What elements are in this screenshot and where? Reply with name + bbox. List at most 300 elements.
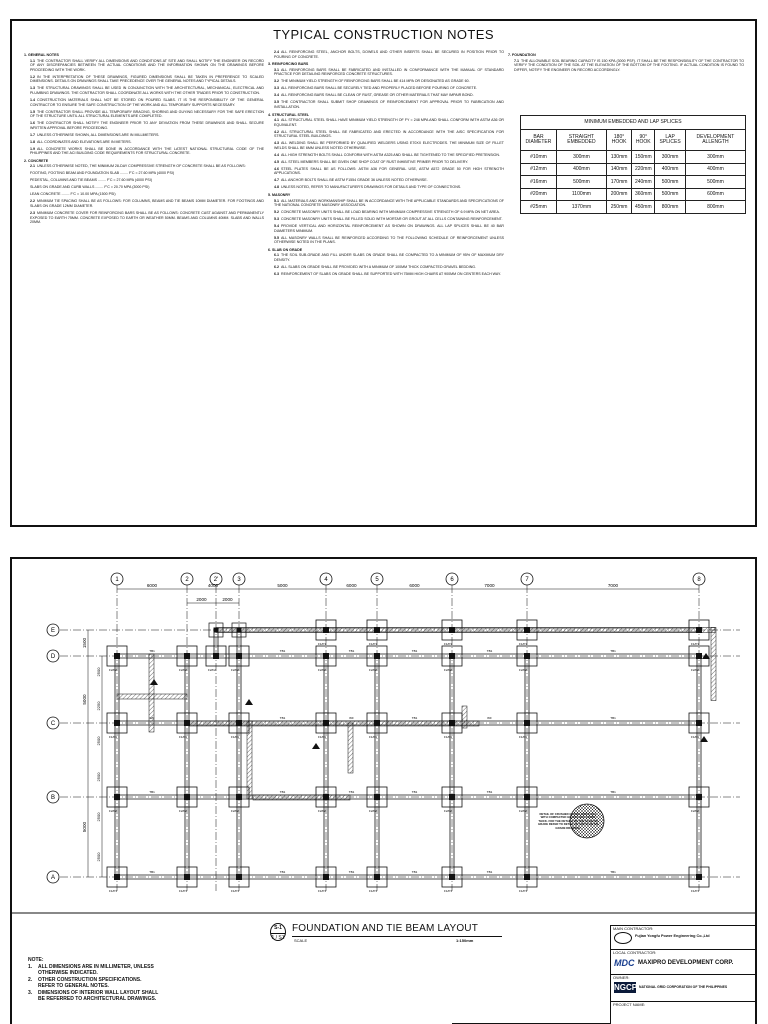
notes-item-text: IN THE INTERPRETATION OF THESE DRAWINGS, FIGURED DIMENSIONS SHALL BE TAKEN IN PREFERENCE TO SCALED DIMENSIONS. DETAILS ON DRAWINGS SHALL TAKE PRECEDENCE OVER THE GENERAL NOTES AND TYPICAL DETAILS.: [30, 74, 264, 84]
plan-note-text: DIMENSIONS OF INTERIOR WALL LAYOUT SHALL BE REFERRED TO ARCHITECTURAL DRAWINGS.: [38, 989, 159, 1002]
lap-table-cell: 300mm: [655, 151, 685, 164]
plan-notes: [28, 957, 268, 1002]
footing-label: F1/P1: [444, 889, 453, 893]
notes-item-number: 2.1: [30, 164, 35, 169]
footing-label: F1/P1: [318, 735, 327, 739]
grid-bubble-row-label: E: [50, 628, 56, 635]
left-sub-dimension-label: 2500: [96, 852, 101, 862]
lap-table-cell: 220mm: [632, 163, 655, 176]
tie-beam-label: WF: [349, 716, 354, 720]
tie-beam-label: TB1: [279, 716, 286, 720]
pedestal-column: [374, 720, 380, 726]
notes-item-text: STEEL PLATES SHALL BE AS FOLLOWS: ASTM A36 FOR GENERAL USE, ASTM A572 GRADE 50 FOR HIGH STRENGTH APPLICATIONS.: [274, 166, 504, 176]
tie-beam-label: TB1: [411, 790, 418, 794]
pedestal-column: [184, 720, 190, 726]
drawing-ref-bottom: 1 / S1: [271, 935, 285, 941]
notes-item: [274, 79, 504, 84]
notes-item: [274, 167, 504, 176]
footing-label: F1/P1: [369, 735, 378, 739]
lap-table-cell: 300mm: [685, 151, 745, 164]
top-dimension-label: 4000: [207, 583, 219, 588]
owner-logo: NGCP: [614, 983, 638, 992]
lap-table-cell: 600mm: [685, 188, 745, 201]
lap-table-header: DEVELOPMENT ALLENGTH: [685, 130, 745, 151]
footing-label: F1/P1: [691, 735, 700, 739]
lap-table-cell: 130mm: [606, 151, 631, 164]
notes-item-number: 2.4: [274, 50, 279, 54]
notes-item: [274, 50, 504, 59]
footing-label: F1/P1: [444, 735, 453, 739]
footing-label: F1/P1: [444, 642, 453, 646]
top-dimension-label: 7000: [607, 583, 619, 588]
pedestal-column: [114, 794, 120, 800]
notes-item: [30, 164, 264, 169]
lap-table-cell: 240mm: [632, 176, 655, 189]
footing-label: F1/P1: [231, 889, 240, 893]
pedestal-column: [449, 794, 455, 800]
notes-item: [274, 86, 504, 91]
drawing-reference-badge: [270, 923, 286, 941]
lap-table-cell: #20mm: [521, 188, 557, 201]
pedestal-column: [449, 874, 455, 880]
footing-label: F1/P1: [519, 735, 528, 739]
lap-table-cell: 170mm: [606, 176, 631, 189]
notes-item-text: ALL SLABS ON GRADE SHALL BE PROVIDED WITH A MINIMUM OF 100MM THICK COMPACTED GRAVEL BEDDING.: [281, 265, 477, 270]
notes-item-text: CONCRETE MASONRY UNITS SHALL BE FILLED SOLID WITH MORTAR OR GROUT AT ALL CELLS CONTAINING REINFORCEMENT.: [281, 217, 503, 222]
lap-table-row: [521, 188, 746, 201]
pedestal-column: [114, 720, 120, 726]
hatched-wall-beam: [216, 628, 715, 633]
notes-item-number: 3.2: [274, 79, 279, 84]
notes-section-heading: 2. CONCRETE: [24, 158, 49, 163]
notes-item-number: 3.5: [274, 100, 279, 105]
footing-label: F1/P1: [231, 735, 240, 739]
notes-item-text: SLABS ON GRADE AND CURB WALLS ........ F'C = 20.70 MPA (3000 PSI): [30, 185, 150, 190]
notes-item-text: CONSTRUCTION MATERIALS SHALL NOT BE STORED ON POURED SLABS. IT IS THE RESPONSIBILITY OF THE GENERAL CONTRACTOR TO ENSURE THE SAFE CONSTRUCTION OF THE WORK AND ALL TEMPORARY SUPPORTS NECESSARY.: [30, 97, 264, 107]
section-cut-marker: [245, 699, 253, 705]
pedestal-column: [237, 628, 242, 633]
notes-item-number: 1.7: [30, 132, 35, 137]
lap-table-cell: 150mm: [632, 151, 655, 164]
lap-table-cell: #16mm: [521, 176, 557, 189]
notes-item-number: 3.4: [274, 93, 279, 98]
notes-item-number: 5.2: [274, 210, 279, 215]
main-contractor-label: MAIN CONTRACTOR:: [613, 926, 654, 931]
footing-label: F1/P1: [318, 889, 327, 893]
sub-dimension-label: 2000: [222, 597, 233, 602]
notes-item-number: 1.2: [30, 74, 35, 79]
pedestal-column: [236, 874, 242, 880]
notes-section-heading: 1. GENERAL NOTES: [24, 53, 59, 57]
owner-label: OWNER:: [613, 975, 630, 980]
foundation-plan-sheet: [10, 557, 757, 1024]
notes-item-text: UNLESS OTHERWISE SHOWN, ALL DIMENSIONS ARE IN MILLIMETERS.: [37, 132, 160, 137]
grid-bubble-column-label: 7: [525, 577, 529, 584]
notes-item-text: ALL ANCHOR BOLTS SHALL BE ASTM F1554 GRADE 36 UNLESS NOTED OTHERWISE.: [281, 178, 428, 183]
sub-dimension-label: 2000: [196, 597, 207, 602]
footing-label: F2/F2: [318, 809, 326, 813]
hatched-wall-beam: [348, 723, 353, 773]
notes-section-heading: 4. STRUCTURAL STEEL: [268, 112, 310, 117]
notes-item-number: 4.6: [274, 166, 279, 171]
notes-item: [30, 86, 264, 95]
footing-label: F2/F2: [369, 809, 377, 813]
notes-item: [274, 185, 504, 190]
notes-section-heading: 3. REINFORCING BARS: [268, 62, 309, 67]
footing-label: F2/F2: [179, 668, 187, 672]
notes-item-text: PEDESTAL, COLUMNS AND TIE BEAMS ........ F'C = 27.60 MPA (4000 PSI): [30, 178, 153, 183]
lap-table-header: BAR DIAMETER: [521, 130, 557, 151]
grid-bubble-column-label: 2': [213, 577, 219, 584]
notes-column-2: [268, 50, 504, 279]
lap-table-row: [521, 163, 746, 176]
section-cut-marker: [312, 743, 320, 749]
gravel-fill-detail-note: DETAIL OF CRUSHED GRAVEL/ROCK FILL WITH COMPACTED GRAVEL BED 150MM THICK. FOR THE DETAILS OF THE SLAB ON GRADE REFER TO DETAIL OF THE SLAB ON GRADE DRAWING.: [538, 812, 598, 830]
tie-beam-label: TB1: [610, 649, 616, 653]
notes-item-number: 5.1: [274, 198, 279, 203]
pedestal-column: [236, 720, 242, 726]
notes-item-text: THE ALLOWABLE SOIL BEARING CAPACITY IS 150 KPA (3000 PSF). IT SHALL BE THE RESPONSIBILITY OF THE CONTRACTOR TO VERIFY THE CONDITION OF THE SOIL AT THE ELEVATION OF THE BOTTOM OF THE FOOTING. IF ACTUAL CONDITION IS FOUND TO DIFFER, NOTIFY THE ENGINEER ON RECORD ACCORDINGLY.: [514, 58, 744, 72]
notes-item-number: 4.2: [274, 129, 279, 134]
top-dimension-label: 5000: [277, 583, 288, 588]
notes-item-number: 2.2: [30, 199, 35, 204]
grid-bubble-column-label: 3: [237, 577, 241, 584]
top-dimension-label: 7000: [484, 583, 495, 588]
notes-item-number: 6.2: [274, 265, 279, 270]
footing-label: F1/P1: [109, 889, 118, 893]
lap-table-row: [521, 151, 746, 164]
lap-table-cell: 200mm: [606, 188, 631, 201]
tie-beam-label: TB1: [348, 790, 355, 794]
notes-item: [274, 130, 504, 139]
tie-beam-label: TB1: [411, 870, 418, 874]
left-sub-dimension-label: 2500: [96, 667, 101, 677]
footing-label: F2/F2: [318, 668, 326, 672]
pedestal-column: [213, 653, 219, 659]
notes-item: [30, 147, 264, 156]
pedestal-column: [214, 628, 219, 633]
footing-label: F2/F2: [519, 809, 527, 813]
notes-item-text: ALL STRUCTURAL STEEL SHALL BE FABRICATED AND ERECTED IN ACCORDANCE WITH THE AISC SPECIFICATION FOR STRUCTURAL STEEL BUILDINGS.: [274, 129, 504, 139]
notes-item: [30, 199, 264, 208]
notes-item-number: 1.9: [30, 146, 35, 151]
lap-table-header: 180° HOOK: [606, 130, 631, 151]
notes-item: [274, 178, 504, 183]
footing-label: F2/F2: [519, 668, 527, 672]
notes-item-number: 4.7: [274, 178, 279, 183]
notes-item-text: CONCRETE MASONRY UNITS SHALL BE LOAD BEARING WITH MINIMUM COMPRESSIVE STRENGTH OF 6.9 MPA ON NET AREA.: [281, 210, 500, 215]
construction-notes-sheet: [10, 19, 757, 527]
grid-bubble-column-label: 5: [375, 577, 379, 584]
notes-item-text: REINFORCEMENT OF SLABS ON GRADE SHALL BE SUPPORTED WITH 75MM HIGH CHAIRS AT 900MM ON CENTERS EACH WAY.: [281, 272, 501, 277]
notes-item: [30, 59, 264, 73]
notes-item: [274, 68, 504, 77]
footing-label: F2/F2: [208, 668, 216, 672]
notes-item-text: MINIMUM TIE SPACING SHALL BE AS FOLLOWS: FOR COLUMNS, BEAMS AND TIE BEAMS 10MM DIAMETER. FOR FOOTINGS AND SLABS ON GRADE 12MM DIAMETER.: [30, 199, 264, 208]
notes-section-heading: 5. MASONRY: [268, 192, 291, 197]
pedestal-column: [696, 874, 702, 880]
lap-table-cell: 1100mm: [556, 188, 606, 201]
local-contractor-name: MAXIPRO DEVELOPMENT CORP.: [638, 960, 734, 966]
notes-item-number: 3.1: [274, 67, 279, 72]
grid-bubble-column-label: 2: [185, 577, 189, 584]
lap-table-cell: 250mm: [606, 201, 631, 214]
tie-beam-label: TB1: [411, 649, 418, 653]
footing-label: F1/P1: [519, 642, 528, 646]
tie-beam-label: TB1: [610, 790, 616, 794]
tie-beam-label: TB1: [279, 870, 286, 874]
pedestal-column: [524, 720, 530, 726]
footing-label: F2/F2: [444, 668, 452, 672]
notes-item: [274, 160, 504, 165]
left-sub-dimension-label: 2500: [96, 772, 101, 782]
pedestal-column: [114, 874, 120, 880]
notes-item-text: LEAN CONCRETE ........ F'C = 10.00 MPA (1500 PSI): [30, 192, 116, 197]
drawing-ref-top: S-1: [271, 924, 285, 934]
footing-label: F1/P1: [369, 642, 378, 646]
tie-beam-label: TB1: [149, 649, 155, 653]
lap-table-cell: #12mm: [521, 163, 557, 176]
scale-label: SCALE: [294, 938, 308, 943]
notes-item-text: ALL STRUCTURAL STEEL SHALL HAVE MINIMUM YIELD STRENGTH OF FY = 248 MPA AND SHALL CONFORM WITH ASTM A36 OR EQUIVALENT.: [274, 118, 504, 127]
notes-item: [30, 171, 264, 176]
scale-value: 1:150mm: [456, 938, 474, 943]
notes-title: TYPICAL CONSTRUCTION NOTES: [273, 27, 494, 42]
pedestal-column: [236, 653, 242, 659]
notes-item-number: 3.3: [274, 86, 279, 91]
notes-item: [30, 185, 264, 190]
lap-table-cell: 400mm: [685, 163, 745, 176]
hatched-wall-beam: [189, 721, 479, 726]
lap-table-cell: 500mm: [655, 188, 685, 201]
notes-item: [274, 236, 504, 245]
lap-table-cell: 400mm: [556, 163, 606, 176]
pedestal-column: [696, 653, 702, 659]
notes-item: [30, 133, 264, 138]
plan-notes-title: NOTE:: [28, 957, 44, 963]
footing-label: F2/F2: [444, 809, 452, 813]
title-block: [610, 925, 757, 1024]
tie-beam-label: TB1: [610, 870, 616, 874]
drawing-title-underline: [292, 936, 502, 937]
notes-item-text: THE MINIMUM YIELD STRENGTH OF REINFORCING BARS SHALL BE 414 MPA OR DESIGNATED AS GRADE 60.: [281, 79, 470, 84]
pedestal-column: [323, 627, 329, 633]
pedestal-column: [323, 720, 329, 726]
notes-item-number: 1.1: [30, 58, 35, 63]
footing-label: F1/P1: [179, 735, 188, 739]
grid-bubble-column-label: 4: [324, 577, 328, 584]
tie-beam-label: TB1: [610, 716, 616, 720]
notes-item-number: 1.6: [30, 121, 35, 126]
notes-item: [30, 110, 264, 119]
lap-table-header: 90° HOOK: [632, 130, 655, 151]
tie-beam-label: TB1: [348, 870, 355, 874]
lap-table-cell: 450mm: [632, 201, 655, 214]
notes-item: [274, 265, 504, 270]
notes-item: [30, 98, 264, 107]
footing-label: F1/P1: [519, 889, 528, 893]
notes-item-text: ALL REINFORCING BARS SHALL BE CLEAN OF RUST, GREASE OR OTHER MATERIALS THAT MAY IMPAIR BOND.: [281, 93, 474, 98]
notes-item-number: 1.5: [30, 109, 35, 114]
notes-item-text: ALL REINFORCING STEEL, ANCHOR BOLTS, DOWELS AND OTHER INSERTS SHALL BE SECURED IN POSITION PRIOR TO POURING OF CONCRETE.: [274, 50, 504, 59]
left-dimension-label: 5000: [82, 821, 87, 833]
lap-table-cell: 500mm: [556, 176, 606, 189]
plan-note-text: ALL DIMENSIONS ARE IN MILLIMETER, UNLESS OTHERWISE INDICATED.: [38, 964, 154, 976]
notes-item-text: ALL REINFORCING BARS SHALL BE FABRICATED AND INSTALLED IN CONFORMANCE WITH THE MANUAL OF STANDARD PRACTICE FOR DETAILING REINFORCED CONCRETE STRUCTURES.: [274, 67, 504, 77]
pedestal-column: [374, 794, 380, 800]
footing-label: F1/P1: [179, 889, 188, 893]
grid-bubble-column-label: 6: [450, 577, 454, 584]
notes-item-text: ALL CONCRETE WORKS SHALL BE DONE IN ACCORDANCE WITH THE LATEST NATIONAL STRUCTURAL CODE OF THE PHILIPPINES AND THE ACI BUILDING CODE REQUIREMENTS FOR STRUCTURAL CONCRETE.: [30, 146, 264, 156]
main-contractor-logo: [614, 932, 632, 944]
hatched-wall-beam: [253, 795, 350, 800]
tie-beam-label: TB1: [279, 790, 286, 794]
notes-item-text: THE CONTRACTOR SHALL VERIFY ALL DIMENSIONS AND CONDITIONS AT SITE AND SHALL NOTIFY THE ENGINEER ON RECORD OF ANY DISCREPANCIES BETWEEN THE ACTUAL CONDITIONS AND THE INFORMATION SHOWN ON THE DRAWINGS BEFORE PROCEEDING WITH THE WORK.: [30, 58, 264, 72]
drawing-title: [270, 923, 510, 947]
top-dimension-label: 6000: [346, 583, 357, 588]
pedestal-column: [524, 874, 530, 880]
grid-bubble-row-label: D: [50, 654, 56, 661]
pedestal-column: [696, 720, 702, 726]
owner-name: NATIONAL GRID CORPORATION OF THE PHILIPPINES: [639, 985, 728, 989]
grid-bubble-column-label: 1: [115, 577, 119, 584]
notes-item-number: 1.8: [30, 139, 35, 144]
footing-label: F2/F2: [231, 809, 239, 813]
pedestal-column: [114, 653, 120, 659]
notes-item: [30, 192, 264, 197]
notes-item-text: ALL MASONRY WALLS SHALL BE REINFORCED ACCORDING TO THE FOLLOWING SCHEDULE OF REINFORCEMENT UNLESS OTHERWISE NOTED IN THE PLANS.: [274, 235, 504, 245]
notes-item: [274, 93, 504, 98]
lap-table-header: LAP SPLICES: [655, 130, 685, 151]
lap-table-cell: 800mm: [655, 201, 685, 214]
notes-column-1: [24, 50, 264, 227]
notes-item-text: ALL WELDING SHALL BE PERFORMED BY QUALIFIED WELDERS USING E70XX ELECTRODES. THE MINIMUM SIZE OF FILLET WELDS SHALL BE 6MM UNLESS NOTED OTHERWISE.: [274, 141, 504, 150]
drawing-title-text: FOUNDATION AND TIE BEAM LAYOUT: [292, 923, 479, 934]
notes-item-number: 4.3: [274, 141, 279, 146]
footing-label: F1/P1: [691, 642, 700, 646]
notes-item-text: ALL HIGH STRENGTH BOLTS SHALL CONFORM WITH ASTM A325 AND SHALL BE TIGHTENED TO THE SPECIFIED PRETENSION.: [281, 152, 500, 157]
pedestal-column: [184, 653, 190, 659]
notes-item-text: THE CONTRACTOR SHALL PROVIDE ALL TEMPORARY BRACING, SHORING AND GUYING NECESSARY FOR THE SAFE ERECTION OF THE STRUCTURE UNTIL ALL STRUCTURAL ELEMENTS ARE COMPLETED.: [30, 109, 264, 119]
footing-label: F2/F2: [231, 668, 239, 672]
plan-note-item: [28, 964, 268, 976]
lap-table-cell: 360mm: [632, 188, 655, 201]
hatched-wall-beam: [711, 628, 716, 701]
notes-item: [274, 253, 504, 262]
left-sub-dimension-label: 2500: [96, 812, 101, 822]
lap-table-header: STRAIGHT EMBEDDED: [556, 130, 606, 151]
tie-beam-label: TB1: [411, 716, 418, 720]
grid-bubble-column-label: 8: [697, 577, 701, 584]
notes-item-text: THE CONTRACTOR SHALL SUBMIT SHOP DRAWINGS OF REINFORCEMENT FOR APPROVAL PRIOR TO FABRICATION AND INSTALLATION.: [274, 100, 504, 109]
pedestal-column: [696, 627, 702, 633]
plan-note-number: 3.: [28, 989, 33, 996]
plan-note-item: [28, 977, 268, 989]
grid-bubble-row-label: B: [50, 795, 56, 802]
footing-label: F2/F2: [109, 668, 117, 672]
notes-item: [514, 59, 744, 73]
footing-label: F1/P1: [369, 889, 378, 893]
left-dimension-label: 1500: [82, 637, 87, 649]
grid-bubble-row-label: C: [50, 721, 56, 728]
top-dimension-label: 6000: [146, 583, 158, 588]
lap-table-cell: 140mm: [606, 163, 631, 176]
pedestal-column: [374, 627, 380, 633]
notes-item-text: THE STRUCTURAL DRAWINGS SHALL BE USED IN CONJUNCTION WITH THE ARCHITECTURAL, MECHANICAL, ELECTRICAL AND PLUMBING DRAWINGS. THE CONTRACTOR SHALL COORDINATE ALL WORKS WITH THE OTHER TRADES PRIOR TO CONSTRUCTION.: [30, 86, 264, 95]
lap-table-row: [521, 201, 746, 214]
notes-item: [274, 272, 504, 277]
lap-table-cell: #25mm: [521, 201, 557, 214]
hatched-wall-beam: [149, 654, 154, 732]
pedestal-column: [524, 794, 530, 800]
footing-label: F2/F2: [179, 809, 187, 813]
notes-item: [274, 153, 504, 158]
notes-item-text: THE CONTRACTOR SHALL NOTIFY THE ENGINEER PRIOR TO ANY DEVIATION FROM THESE DRAWINGS AND SHALL SECURE WRITTEN APPROVAL BEFORE PROCEEDING.: [30, 121, 264, 130]
tie-beam-label: TB1: [149, 790, 155, 794]
pedestal-column: [184, 794, 190, 800]
notes-item-text: ALL COORDINATES AND ELEVATIONS ARE IN METERS.: [37, 139, 132, 144]
notes-item: [274, 141, 504, 150]
tie-beam-label: TB1: [486, 790, 493, 794]
notes-item-text: ALL REINFORCING BARS SHALL BE SECURELY TIED AND PROPERLY PLACED BEFORE POURING OF CONCRETE.: [281, 86, 478, 91]
lap-table-caption: MINIMUM EMBEDDED AND LAP SPLICES: [521, 116, 746, 130]
tie-beam-label: WF: [149, 716, 155, 720]
local-contractor-label: LOCAL CONTRACTOR:: [613, 950, 657, 955]
lap-table-cell: 300mm: [556, 151, 606, 164]
notes-item: [30, 211, 264, 225]
notes-item: [30, 178, 264, 183]
notes-item: [274, 100, 504, 109]
main-contractor-name: Fujian Yongfu Power Engineering Co.,Ltd: [635, 934, 710, 938]
lap-table-cell: 400mm: [655, 163, 685, 176]
notes-item-text: FOOTING, FOOTING BEAM AND FOUNDATION SLAB ........ F'C = 27.60 MPA (4000 PSI): [30, 171, 175, 176]
notes-item-number: 6.1: [274, 253, 279, 258]
notes-item-number: 6.3: [274, 272, 279, 277]
plan-note-text: OTHER CONSTRUCTION SPECIFICATIONS. REFER TO GENERAL NOTES.: [38, 976, 142, 989]
top-dimension-label: 6000: [409, 583, 420, 588]
notes-item-text: ALL MATERIALS AND WORKMANSHIP SHALL BE IN ACCORDANCE WITH THE APPLICABLE STANDARDS AND SPECIFICATIONS OF THE NATIONAL CONCRETE MASONRY ASSOCIATION.: [274, 198, 504, 208]
notes-item-number: 5.5: [274, 235, 279, 240]
notes-item-text: MINIMUM CONCRETE COVER FOR REINFORCING BARS SHALL BE AS FOLLOWS: CONCRETE CAST AGAINST AND PERMANENTLY EXPOSED TO EARTH 75MM. CONCRETE EXPOSED TO EARTH OR WEATHER 50MM. BEAMS AND COLUMNS 40MM. SLABS AND WALLS 20MM.: [30, 210, 264, 225]
notes-item-number: 4.1: [274, 118, 279, 123]
pedestal-column: [323, 794, 329, 800]
notes-item-number: 1.3: [30, 86, 35, 91]
left-sub-dimension-label: 2250: [96, 701, 101, 711]
tie-beam-label: TB1: [149, 870, 155, 874]
footing-label: F1/P1: [691, 889, 700, 893]
local-contractor-logo: MDC: [614, 958, 635, 968]
notes-section-heading: 6. SLAB ON GRADE: [268, 247, 303, 252]
left-dimension-label: 5000: [82, 694, 87, 705]
pedestal-column: [374, 874, 380, 880]
notes-item-number: 4.5: [274, 159, 279, 164]
pedestal-column: [449, 653, 455, 659]
footing-label: F2/F2: [369, 668, 377, 672]
notes-item-number: 2.3: [30, 210, 35, 215]
notes-item: [274, 217, 504, 222]
tie-beam-label: WF: [487, 716, 492, 720]
notes-item-text: PROVIDE VERTICAL AND HORIZONTAL REINFORCEMENT AS SHOWN ON DRAWINGS. ALL LAP SPLICES SHALL BE 40 BAR DIAMETERS MINIMUM.: [274, 224, 504, 233]
project-name-label: PROJECT NAME:: [613, 1002, 646, 1007]
notes-item-text: ALL STEEL MEMBERS SHALL BE GIVEN ONE SHOP COAT OF RUST INHIBITIVE PRIMER PRIOR TO DELIVERY.: [281, 159, 469, 164]
notes-item-text: UNLESS OTHERWISE NOTED, THE MINIMUM 28-DAY COMPRESSIVE STRENGTH OF CONCRETE SHALL BE AS FOLLOWS:: [37, 164, 246, 169]
notes-item: [30, 121, 264, 130]
notes-item: [274, 224, 504, 233]
notes-item: [274, 199, 504, 208]
tie-beam-label: TB1: [486, 649, 493, 653]
hatched-wall-beam: [462, 706, 467, 728]
lap-table-cell: #10mm: [521, 151, 557, 164]
